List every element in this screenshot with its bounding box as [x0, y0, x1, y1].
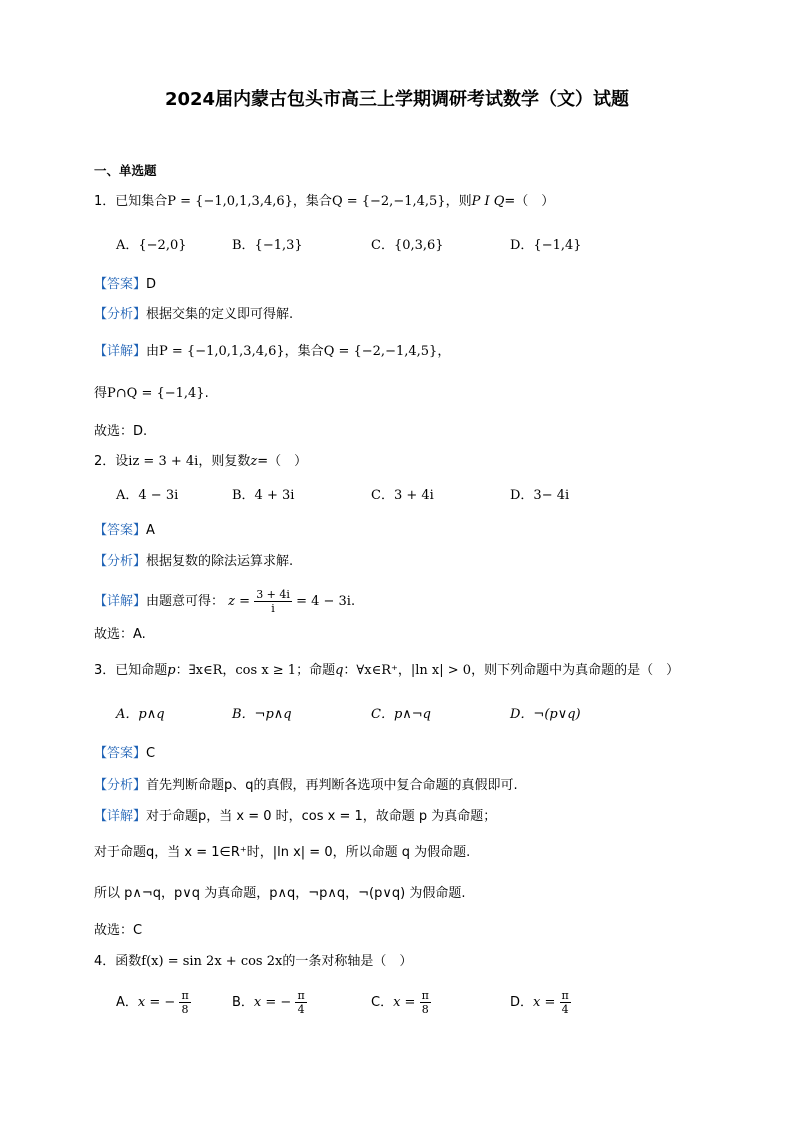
question-1-stem: 1．已知集合P = {−1,0,1,3,4,6}，集合Q = {−2,−1,4,5}，则P I Q=（ ） — [94, 194, 555, 209]
question-2-answer: 【答案】A — [94, 523, 155, 538]
page-title: 2024届内蒙古包头市高三上学期调研考试数学（文）试题 — [164, 89, 630, 110]
question-1-conclusion: 故选：D. — [94, 424, 148, 439]
question-1-analysis: 【分析】根据交集的定义即可得解. — [94, 307, 294, 322]
question-2-detail: 【详解】由题意可得： z = $\frac{3 + 4i}{i}$ = 4 − 3i. — [94, 588, 356, 615]
question-2-conclusion: 故选：A. — [94, 627, 146, 642]
question-1-detail: 【详解】由P = {−1,0,1,3,4,6}，集合Q = {−2,−1,4,5}， — [94, 344, 451, 359]
question-4-option-b: B．x = − $\frac{\pi}{4}$ — [232, 989, 305, 1016]
question-3-detail-line-2: 对于命题q，当 x = 1∈R⁺时，|ln x| = 0，所以命题 q 为假命题. — [94, 845, 471, 860]
question-2-option-b: B．4 + 3i — [232, 488, 295, 503]
question-1-answer: 【答案】D — [94, 277, 157, 292]
fraction: $\frac{\pi}{8}$ — [421, 989, 429, 1016]
question-1-option-d: D．{−1,4} — [510, 238, 582, 253]
question-3-detail-line-3: 所以 p∧¬q，p∨q 为真命题，p∧q，¬p∧q，¬(p∨q) 为假命题. — [94, 886, 466, 901]
question-2-stem: 2．设iz = 3 + 4i，则复数z=（ ） — [94, 454, 308, 469]
fraction: $\frac{3 + 4i}{i}$ — [256, 588, 290, 615]
fraction: $\frac{\pi}{8}$ — [181, 989, 189, 1016]
question-3-answer: 【答案】C — [94, 746, 156, 761]
section-heading: 一、单选题 — [94, 163, 157, 178]
question-2-option-c: C．3 + 4i — [371, 488, 434, 503]
question-1-option-a: A．{−2,0} — [116, 238, 187, 253]
question-1-option-b: B．{−1,3} — [232, 238, 303, 253]
question-2-option-d: D．3− 4i — [510, 488, 570, 503]
question-4-option-a: A．x = − $\frac{\pi}{8}$ — [116, 989, 189, 1016]
question-2-option-a: A．4 − 3i — [116, 488, 179, 503]
question-3-option-c: C．p∧¬q — [371, 707, 431, 722]
question-3-option-d: D．¬(p∨q) — [510, 707, 581, 722]
question-3-detail: 【详解】对于命题p，当 x = 0 时，cos x = 1，故命题 p 为真命题； — [94, 809, 497, 824]
question-4-option-c: C．x = $\frac{\pi}{8}$ — [371, 989, 429, 1016]
question-3-conclusion: 故选：C — [94, 923, 143, 938]
question-3-stem: 3．已知命题p：∃x∈R，cos x ≥ 1；命题q：∀x∈R⁺，|ln x| > 0，则下列命题中为真命题的是（ ） — [94, 663, 680, 678]
question-2-analysis: 【分析】根据复数的除法运算求解. — [94, 554, 294, 569]
question-3-analysis: 【分析】首先判断命题p、q的真假，再判断各选项中复合命题的真假即可. — [94, 778, 518, 793]
question-3-option-a: A．p∧q — [116, 707, 165, 722]
question-4-stem: 4．函数f(x) = sin 2x + cos 2x的一条对称轴是（ ） — [94, 954, 413, 969]
question-3-option-b: B．¬p∧q — [232, 707, 292, 722]
fraction: $\frac{\pi}{4}$ — [561, 989, 569, 1016]
question-1-result: 得P∩Q = {−1,4}. — [94, 386, 209, 401]
fraction: $\frac{\pi}{4}$ — [297, 989, 305, 1016]
question-1-option-c: C．{0,3,6} — [371, 238, 444, 253]
question-4-option-d: D．x = $\frac{\pi}{4}$ — [510, 989, 569, 1016]
